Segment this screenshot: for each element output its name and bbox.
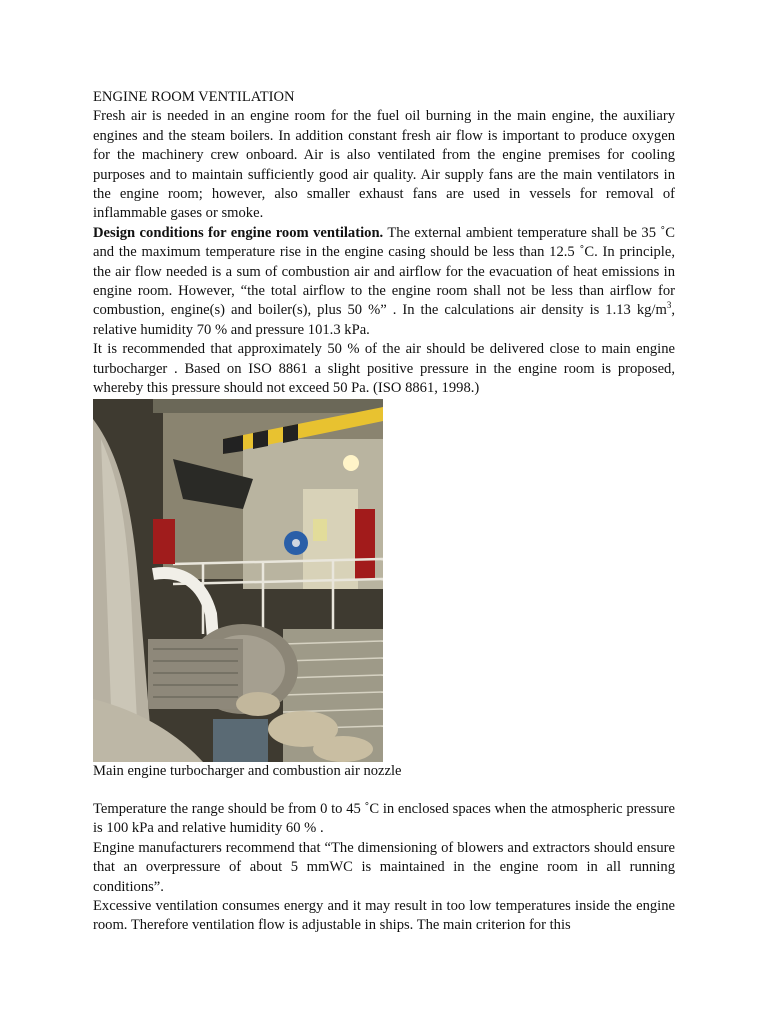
design-conditions-text-b: , relative humidity 70 % and pressure 101.3 kPa.	[93, 302, 675, 338]
paragraph-excessive-ventilation: Excessive ventilation consumes energy and it may result in too low temperatures inside the engine room. Therefore ventilation flow is adjustable in ships. The main criterion for this	[93, 897, 675, 934]
engine-room-photo	[93, 399, 383, 762]
document-page	[93, 88, 675, 936]
section-heading: ENGINE ROOM VENTILATION	[93, 89, 295, 105]
engine-room-illustration	[93, 399, 383, 762]
design-conditions-text-a: The external ambient temperature shall be 35 ˚C and the maximum temperature rise in the engine casing should be less than 12.5 ˚C. In principle, the air flow needed is a sum of combustion air and airflow for the evacuation of heat emissions in engine room. However, “the total airflow to the engine room shall not be less than airflow for combustion, engine(s) and boiler(s), plus 50 %” . In the calculations air density is 1.13 kg/m	[93, 224, 676, 319]
blank-line	[93, 781, 675, 800]
paragraph-turbocharger: It is recommended that approximately 50 % of the air should be delivered close to main engine turbocharger . Based on ISO 8861 a slight positive pressure in the engine room is proposed, whereby this pressure should not exceed 50 Pa. (ISO 8861, 1998.)	[93, 341, 675, 397]
paragraph-design-conditions	[93, 224, 675, 340]
superscript-3: 3	[666, 300, 672, 311]
figure-caption: Main engine turbocharger and combustion air nozzle	[93, 762, 402, 779]
paragraph-temperature-range: Temperature the range should be from 0 to 45 ˚C in enclosed spaces when the atmospheric pressure is 100 kPa and relative humidity 60 % .	[93, 800, 675, 837]
design-conditions-heading: Design conditions for engine room ventilation.	[93, 224, 384, 241]
paragraph-manufacturers: Engine manufacturers recommend that “The dimensioning of blowers and extractors should ensure that an overpressure of about 5 mmWC is maintained in the engine room in all running conditions”.	[93, 839, 675, 895]
paragraph-intro: Fresh air is needed in an engine room for the fuel oil burning in the main engine, the auxiliary engines and the steam boilers. In addition constant fresh air flow is important to produce oxygen for the machinery crew onboard. Air is also ventilated from the engine premises for cooling purposes and to maintain sufficiently good air quality. Air supply fans are the main ventilators in the engine room; however, also smaller exhaust fans are used in vessels for removal of inflammable gases or smoke.	[93, 108, 675, 222]
